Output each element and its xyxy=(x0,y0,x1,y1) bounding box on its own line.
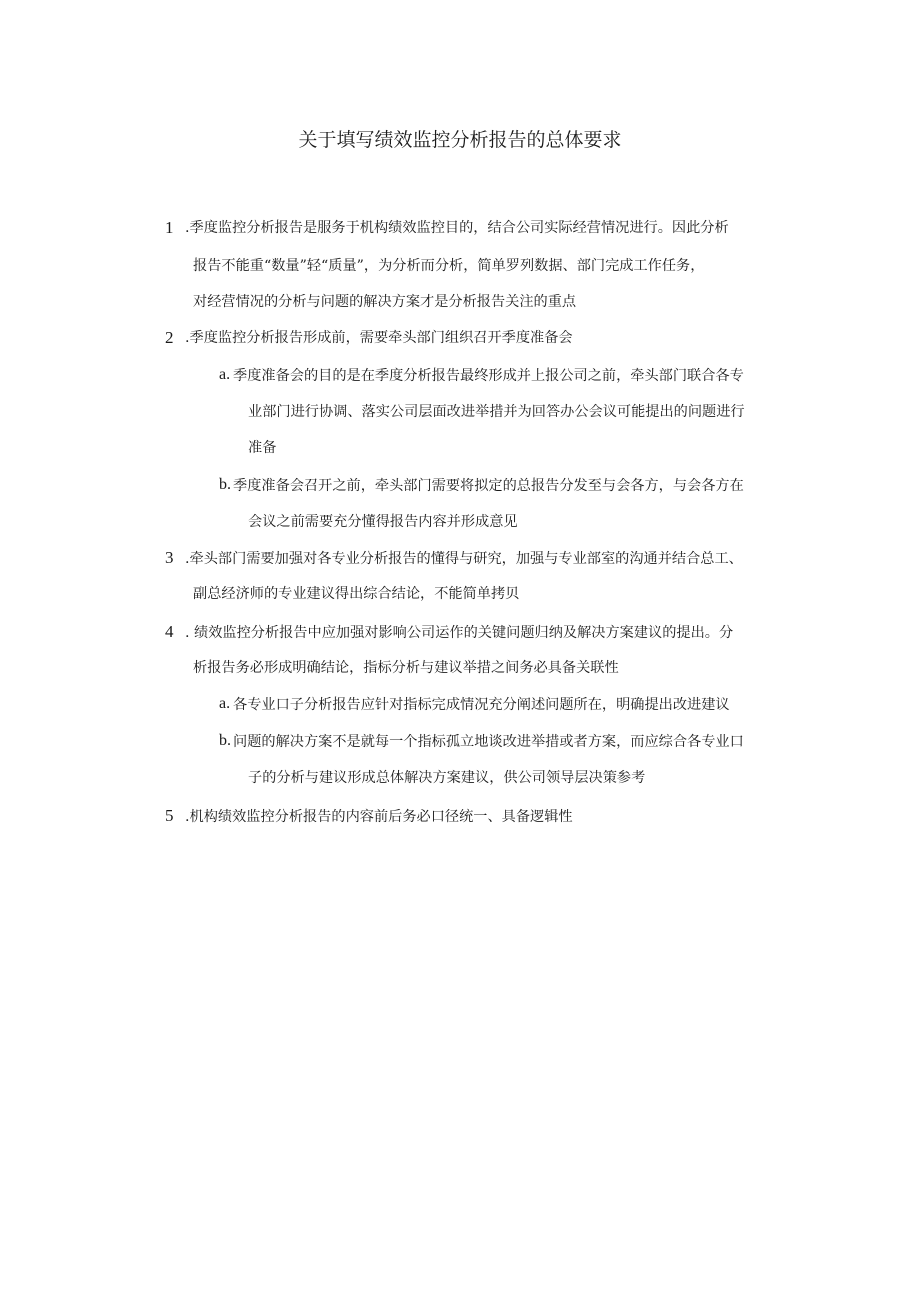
item-4-line-1: . 绩效监控分析报告中应加强对影响公司运作的关键问题归纳及解决方案建议的提出。分 xyxy=(185,625,734,641)
item-1-line-2: 报告不能重“数量”轻“质量”，为分析而分析，简单罗列数据、部门完成工作任务， xyxy=(193,258,705,274)
item-2-line-1: .季度监控分析报告形成前，需要牵头部门组织召开季度准备会 xyxy=(185,330,573,346)
item-3-line-2: 副总经济师的专业建议得出综合结论，不能简单拷贝 xyxy=(193,586,520,602)
item-2-number: 2 xyxy=(165,328,174,347)
item-4-line-2: 析报告务必形成明确结论，指标分析与建议举措之间务必具备关联性 xyxy=(193,660,619,676)
item-1-line-3: 对经营情况的分析与问题的解决方案才是分析报告关注的重点 xyxy=(193,294,577,310)
item-4-number: 4 xyxy=(165,622,174,641)
item-5-line-1: .机构绩效监控分析报告的内容前后务必口径统一、具备逻辑性 xyxy=(185,809,573,825)
item-1-line-1: .季度监控分析报告是服务于机构绩效监控目的，结合公司实际经营情况进行。因此分析 xyxy=(185,220,729,236)
item-2b-line-1: 季度准备会召开之前，牵头部门需要将拟定的总报告分发至与会各方，与会各方在 xyxy=(233,478,744,494)
item-2a-letter: a. xyxy=(219,366,231,383)
item-5-number: 5 xyxy=(165,806,174,825)
page-title: 关于填写绩效监控分析报告的总体要求 xyxy=(298,129,622,151)
item-2b-letter: b. xyxy=(219,476,231,493)
item-2a-line-1: 季度准备会的目的是在季度分析报告最终形成并上报公司之前，牵头部门联合各专 xyxy=(233,368,744,384)
item-2a-line-3: 准备 xyxy=(248,440,277,456)
item-3-line-1: .牵头部门需要加强对各专业分析报告的懂得与研究，加强与专业部室的沟通并结合总工、 xyxy=(185,551,743,567)
item-4a-letter: a. xyxy=(219,695,231,712)
item-4a-line-1: 各专业口子分析报告应针对指标完成情况充分阐述问题所在，明确提出改进建议 xyxy=(233,697,730,713)
item-4b-letter: b. xyxy=(219,732,231,749)
item-1-number: 1 xyxy=(165,218,174,237)
item-4b-line-1: 问题的解决方案不是就每一个指标孤立地谈改进举措或者方案，而应综合各专业口 xyxy=(233,734,744,750)
item-2a-line-2: 业部门进行协调、落实公司层面改进举措并为回答办公会议可能提出的问题进行 xyxy=(248,404,745,420)
item-3-number: 3 xyxy=(165,548,174,567)
item-2b-line-2: 会议之前需要充分懂得报告内容并形成意见 xyxy=(248,514,518,530)
item-4b-line-2: 子的分析与建议形成总体解决方案建议，供公司领导层决策参考 xyxy=(248,770,646,786)
